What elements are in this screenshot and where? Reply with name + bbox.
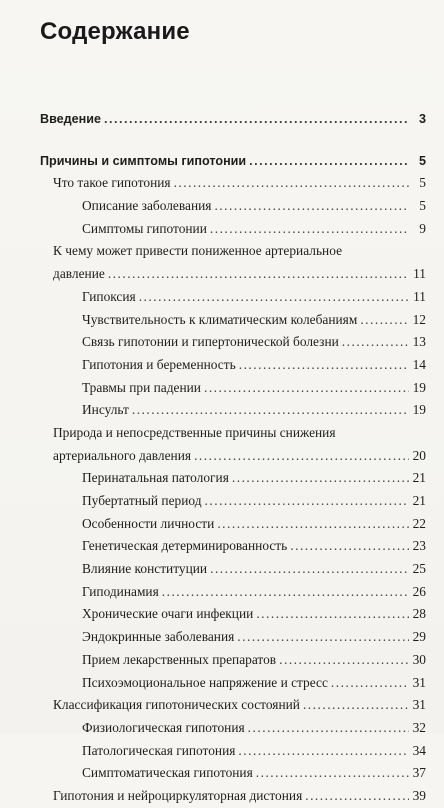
toc-entry[interactable] — [40, 603, 426, 626]
toc-page-number: 31 — [412, 674, 426, 690]
toc-entry-title: К чему может привести пониженное артериальное — [53, 243, 343, 259]
toc-page-number: 9 — [419, 220, 426, 236]
toc-entry-title: Описание заболевания — [82, 198, 212, 214]
toc-page-number: 30 — [412, 651, 426, 667]
toc-page-number: 23 — [412, 538, 426, 554]
section-gap — [40, 131, 426, 150]
toc-leader-dots — [139, 286, 409, 309]
toc-entry-title: Связь гипотонии и гипертонической болезни — [82, 334, 339, 350]
toc-page-number: 28 — [412, 606, 426, 622]
toc-entry[interactable] — [40, 740, 426, 763]
toc-page-number: 39 — [412, 787, 426, 803]
table-of-contents — [40, 108, 426, 808]
toc-entry-title: Прием лекарственных препаратов — [82, 651, 277, 667]
toc-page-number: 11 — [413, 266, 426, 282]
toc-entry-title: Симптоматическая гипотония — [82, 765, 253, 781]
toc-entry[interactable] — [40, 672, 426, 695]
toc-entry[interactable] — [40, 785, 426, 808]
toc-entry-first-line[interactable] — [40, 240, 426, 263]
toc-page-number: 26 — [412, 583, 426, 599]
toc-leader-dots — [256, 603, 409, 626]
toc-page-number: 37 — [412, 765, 426, 781]
toc-entry-title: Гиподинамия — [82, 583, 159, 599]
toc-page-number: 14 — [412, 356, 426, 372]
toc-leader-dots — [210, 218, 409, 241]
toc-page-number: 31 — [412, 697, 426, 713]
toc-leader-dots — [162, 581, 409, 604]
toc-entry-title: Чувствительность к климатическим колебаниям — [82, 311, 358, 327]
toc-page-number: 25 — [412, 561, 426, 577]
toc-entry[interactable] — [40, 195, 426, 218]
toc-entry[interactable] — [40, 377, 426, 400]
toc-leader-dots — [342, 331, 409, 354]
toc-leader-dots — [237, 626, 409, 649]
toc-entry-title-continuation: артериального давления — [53, 447, 192, 463]
toc-entry[interactable] — [40, 467, 426, 490]
toc-page-number: 5 — [419, 198, 426, 214]
toc-entry[interactable] — [40, 717, 426, 740]
toc-entry-title: Симптомы гипотонии — [82, 220, 207, 236]
toc-leader-dots — [108, 263, 409, 286]
toc-entry[interactable] — [40, 490, 426, 513]
toc-entry-title: Особенности личности — [82, 515, 215, 531]
toc-leader-dots — [305, 785, 409, 808]
toc-entry[interactable] — [40, 331, 426, 354]
toc-page-number: 11 — [413, 288, 426, 304]
toc-entry-title: Гипотония и беременность — [82, 356, 236, 372]
toc-leader-dots — [331, 672, 409, 695]
toc-page-number: 20 — [412, 447, 426, 463]
toc-leader-dots — [174, 172, 409, 195]
toc-leader-dots — [104, 108, 409, 131]
toc-entry[interactable] — [40, 286, 426, 309]
toc-entry[interactable] — [40, 558, 426, 581]
toc-entry[interactable] — [40, 354, 426, 377]
toc-entry[interactable] — [40, 535, 426, 558]
page-title: Содержание — [40, 18, 190, 45]
toc-leader-dots — [217, 513, 409, 536]
toc-leader-dots — [360, 309, 409, 332]
toc-leader-dots — [194, 445, 409, 468]
toc-entry[interactable] — [40, 513, 426, 536]
toc-page-number: 19 — [412, 402, 426, 418]
toc-leader-dots — [204, 377, 409, 400]
toc-entry-continuation[interactable] — [40, 445, 426, 468]
toc-entry[interactable] — [40, 218, 426, 241]
toc-leader-dots — [232, 467, 409, 490]
toc-entry-title: Травмы при падении — [82, 379, 201, 395]
toc-page-number: 19 — [412, 379, 426, 395]
toc-entry-title: Перинатальная патология — [82, 470, 229, 486]
toc-entry-title: Что такое гипотония — [53, 175, 171, 191]
toc-leader-dots — [303, 694, 409, 717]
toc-entry-title: Влияние конституции — [82, 561, 208, 577]
toc-entry-title: Хронические очаги инфекции — [82, 606, 254, 622]
toc-leader-dots — [214, 195, 409, 218]
toc-entry[interactable] — [40, 649, 426, 672]
toc-entry-title: Генетическая детерминированность — [82, 538, 288, 554]
toc-leader-dots — [248, 717, 409, 740]
toc-page-number: 12 — [412, 311, 426, 327]
toc-page-number: 32 — [412, 719, 426, 735]
toc-entry-title: Классификация гипотонических состояний — [53, 697, 300, 713]
toc-page-number: 29 — [412, 629, 426, 645]
toc-leader-dots — [279, 649, 409, 672]
toc-leader-dots — [239, 354, 409, 377]
toc-leader-dots — [256, 762, 409, 785]
toc-page-number: 5 — [418, 153, 426, 168]
toc-entry[interactable] — [40, 581, 426, 604]
toc-entry-title: Пубертатный период — [82, 493, 202, 508]
toc-leader-dots — [132, 399, 409, 422]
toc-entry-title: Эндокринные заболевания — [82, 629, 235, 645]
toc-entry-title: Патологическая гипотония — [82, 742, 236, 758]
toc-leader-dots — [205, 490, 409, 513]
toc-entry-title: Гипотония и нейроциркуляторная дистония — [53, 787, 303, 803]
toc-page-number: 22 — [412, 515, 426, 531]
toc-leader-dots — [238, 740, 409, 763]
toc-entry-title: Гипоксия — [82, 288, 136, 304]
toc-entry-title: Физиологическая гипотония — [82, 719, 245, 735]
toc-entry-title: Природа и непосредственные причины снижения — [53, 424, 336, 440]
toc-entry[interactable] — [40, 309, 426, 332]
toc-entry-continuation[interactable] — [40, 263, 426, 286]
toc-entry[interactable] — [40, 108, 426, 131]
toc-entry-title: Введение — [40, 112, 102, 126]
toc-leader-dots — [290, 535, 409, 558]
toc-entry-title: Причины и симптомы гипотонии — [40, 153, 247, 168]
toc-page-number: 13 — [412, 334, 426, 350]
toc-entry-title: Психоэмоциональное напряжение и стресс — [82, 674, 328, 690]
toc-leader-dots — [249, 150, 409, 173]
toc-entry-title-continuation: давление — [53, 266, 105, 282]
toc-entry[interactable] — [40, 762, 426, 785]
toc-leader-dots — [210, 558, 409, 581]
toc-page-number: 21 — [412, 470, 426, 486]
toc-entry[interactable] — [40, 172, 426, 195]
toc-page-number: 34 — [412, 742, 426, 758]
toc-entry-title: Инсульт — [82, 402, 129, 418]
toc-page-number: 3 — [418, 112, 426, 126]
toc-page-number: 5 — [419, 175, 426, 191]
toc-entry-first-line[interactable] — [40, 422, 426, 445]
toc-entry[interactable] — [40, 150, 426, 173]
toc-page-number: 21 — [412, 493, 426, 508]
toc-entry[interactable] — [40, 626, 426, 649]
toc-entry[interactable] — [40, 399, 426, 422]
toc-entry[interactable] — [40, 694, 426, 717]
